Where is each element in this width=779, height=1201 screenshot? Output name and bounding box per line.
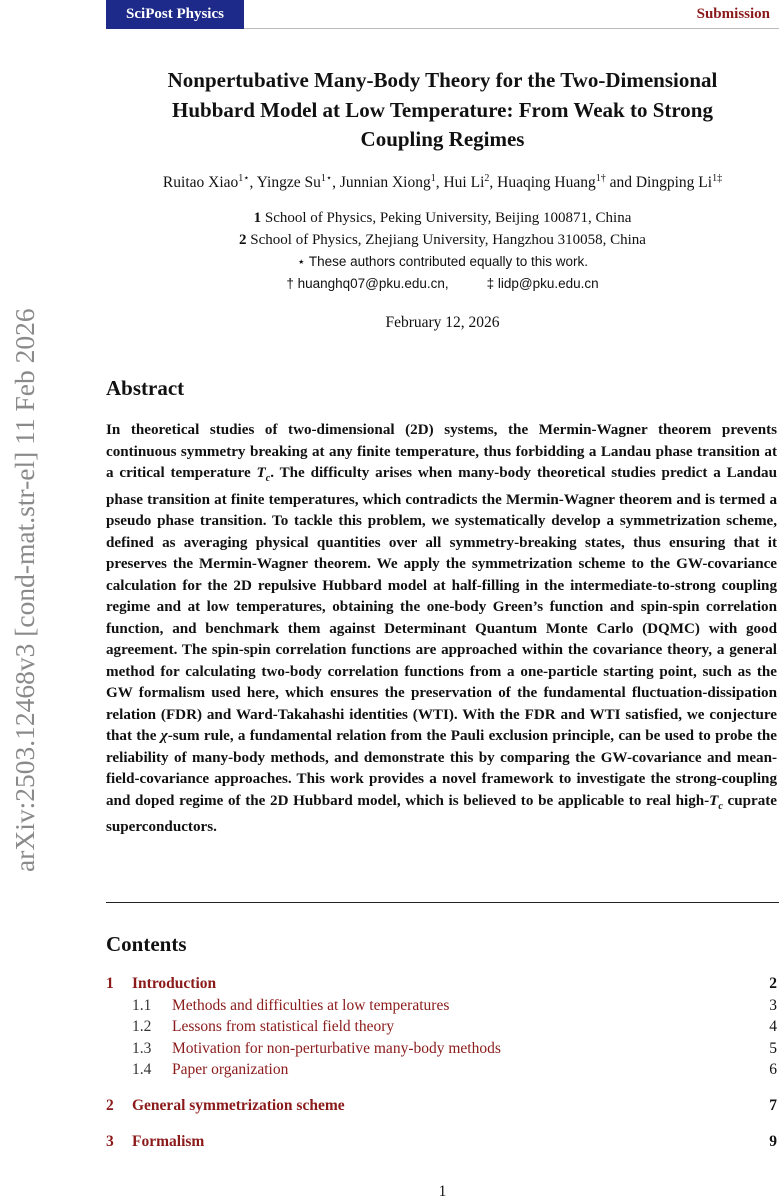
table-of-contents [106,973,779,1153]
abstract-part: . The difficulty arises when many-body theoretical studies predict a Landau phase transition at finite temperatures, which contradicts the Mermin-Wagner theorem and is termed a pseudo phase transition. To tackle this problem, we systematically develop a symmetrization scheme, defined as averaging physical quantities over all symmetry-breaking states, thus ensuring that it preserves the Mermin-Wagner theorem. We apply the symmetrization scheme to the GW-covariance calculation for the 2D repulsive Hubbard model at half-filling in the intermediate-to-strong coupling regime and at low temperatures, obtaining the one-body Green’s function and spin-spin correlation function, and benchmark them against Determinant Quantum Monte Carlo (DQMC) with good agreement. The spin-spin correlation functions are approached within the covariance theory, a general method for calculating two-body correlation functions from a one-particle starting point, such as the GW formalism used here, which ensures the preservation of the fundamental fluctuation-dissipation relation (FDR) and Ward-Takahashi identities (WTI). With the FDR and WTI satisfied, we conjecture that the [106,465,777,745]
author-sep: , [435,174,444,192]
affiliation-text: School of Physics, Zhejiang University, Hangzhou 310058, China [250,232,646,248]
affiliation-text: School of Physics, Peking University, Beijing 100871, China [264,210,632,226]
paper-title-text: Nonpertubative Many-Body Theory for the Two-Dimensional Hubbard Model at Low Temperature: From Weak to Strong Coupling Regimes [167,68,718,151]
author-mark: 1‡ [712,173,723,184]
toc-title[interactable]: Introduction [132,975,217,992]
affiliation-number: 2 [239,232,247,248]
toc-page: 9 [769,1133,777,1150]
toc-title[interactable]: Paper organization [172,1061,289,1078]
author-mark: 1 [430,173,436,184]
author-name: Hui Li [443,174,485,192]
email-link-2[interactable]: ‡ lidp@pku.edu.cn [486,276,599,291]
author-list [106,168,779,194]
affiliation-number: 1 [253,210,262,226]
page-number: 1 [438,1183,447,1200]
journal-badge: SciPost Physics [106,0,244,29]
author-mark: 1† [595,173,606,184]
toc-number: 1 [106,975,114,992]
toc-page: 6 [769,1061,777,1078]
author-name: Dingping Li [635,174,713,192]
author-sep: , [332,174,340,192]
toc-number: 2 [106,1097,114,1114]
tc-symbol: $T_c$ [256,465,271,485]
arxiv-identifier: arXiv:2503.12468v3 [cond-mat.str-el] 11 Feb 2026 [9,308,40,873]
header-rule [244,28,779,29]
toc-number: 3 [106,1133,114,1150]
toc-entry[interactable] [106,995,779,1017]
author-name: Junnian Xiong [339,174,431,192]
toc-number: 1.4 [132,1061,152,1078]
email-link-1[interactable]: † huanghq07@pku.edu.cn, [286,276,449,291]
paper-title [106,66,779,155]
toc-page: 5 [769,1039,777,1057]
toc-number: 1.1 [132,996,152,1014]
toc-page: 3 [769,996,777,1014]
toc-entry[interactable] [106,1016,779,1038]
toc-title[interactable]: Lessons from statistical field theory [172,1018,395,1035]
section-divider [106,902,779,903]
abstract-part: cuprate superconductors. [106,792,777,836]
toc-title[interactable]: Formalism [132,1133,205,1150]
author-mark: 1⋆ [238,173,250,184]
abstract-text [106,420,777,839]
toc-title[interactable]: Motivation for non-perturbative many-body methods [172,1039,501,1057]
affiliation-1 [106,207,779,229]
toc-number: 1.2 [132,1018,152,1035]
toc-entry[interactable] [106,1131,779,1153]
toc-page: 7 [769,1097,777,1114]
abstract-part: In theoretical studies of two-dimensional (2D) systems, the Mermin-Wagner theorem prevents continuous symmetry breaking at any finite temperature, thus forbidding a Landau phase transition at a critical temperature [106,422,777,481]
toc-title[interactable]: General symmetrization scheme [132,1097,345,1114]
toc-page: 2 [769,975,777,992]
author-name: Ruitao Xiao [162,174,239,192]
author-name: Yingze Su [256,174,321,192]
toc-number: 1.3 [132,1039,152,1057]
toc-page: 4 [769,1018,777,1035]
publication-date: February 12, 2026 [385,314,500,331]
author-sep: , [489,174,498,192]
author-mark: 2 [484,173,490,184]
submission-label: Submission [696,6,770,22]
toc-entry[interactable] [106,1095,779,1117]
chi-symbol: χ [160,728,168,745]
abstract-heading: Abstract [106,376,185,400]
abstract-part: -sum rule, a fundamental relation from the Pauli exclusion principle, can be used to probe the reliability of many-body methods, and demonstrate this by comparing the GW-covariance and mean-field-covariance approaches. This work provides a novel framework to investigate the strong-coupling and doped regime of the 2D Hubbard model, which is believed to be applicable to real high- [106,728,777,809]
affiliation-2 [106,229,779,251]
author-sep: and [605,174,636,192]
page-header [106,0,779,29]
toc-title[interactable]: Methods and difficulties at low temperatures [172,996,450,1014]
toc-entry[interactable] [106,1038,779,1060]
author-name: Huaqing Huang [497,174,596,192]
author-sep: , [249,174,257,192]
author-mark: 1⋆ [320,173,333,184]
toc-entry[interactable] [106,1059,779,1081]
contents-heading: Contents [106,932,187,956]
toc-entry[interactable] [106,973,779,995]
affiliations [106,207,779,295]
tc-symbol: $T_c$ [709,792,723,812]
correspondence-emails [106,273,779,295]
equal-contribution-note: ⋆ These authors contributed equally to this work. [296,254,589,269]
